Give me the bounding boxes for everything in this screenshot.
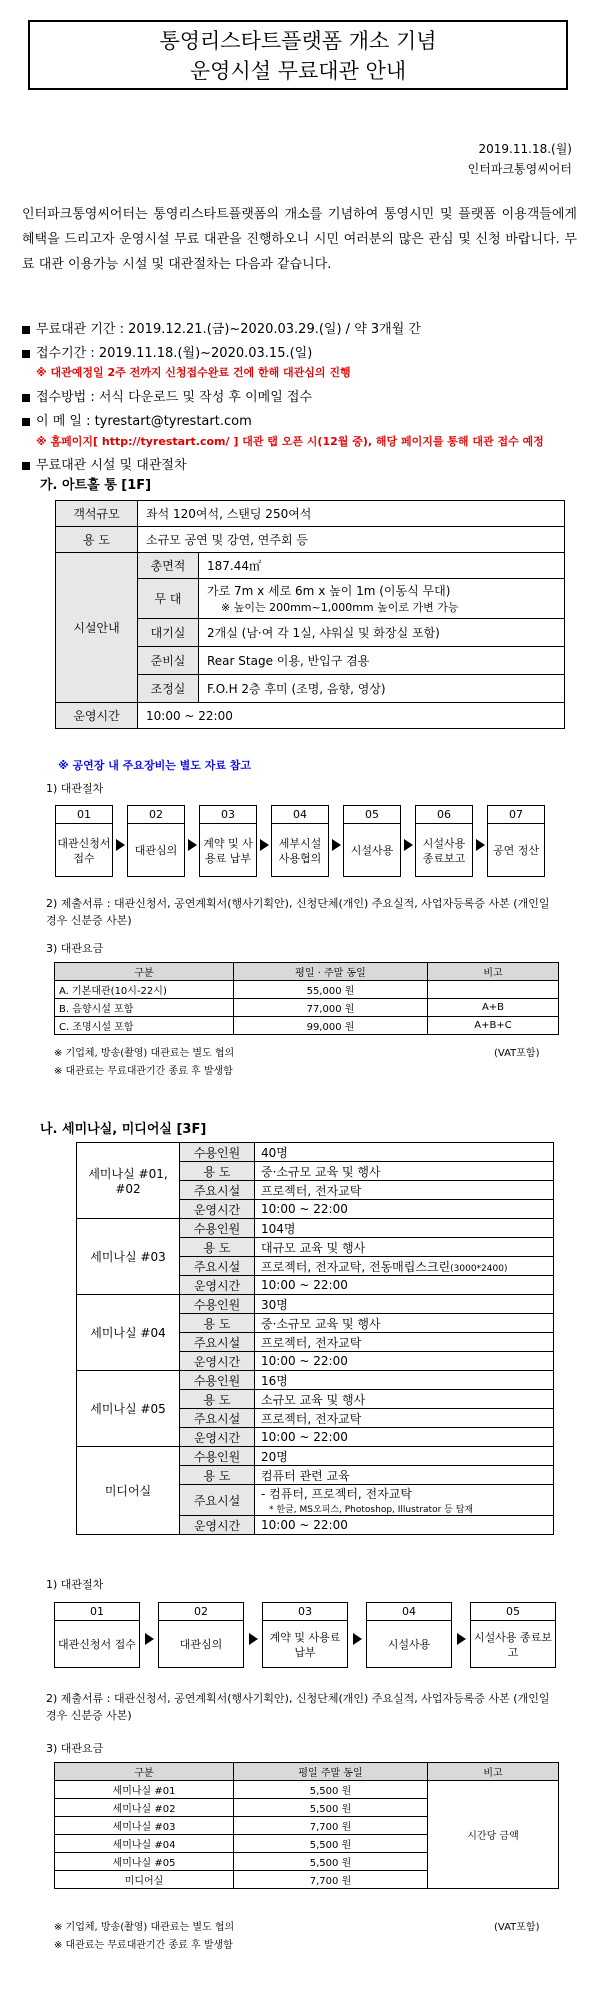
room-attr-text: 프로젝터, 전자교탁, 전동매립스크린 [261,1259,451,1274]
table-row: A. 기본대관(10시-22시) 55,000 원 [55,981,559,999]
a-docs: 2) 제출서류 : 대관신청서, 공연계획서(행사기획안), 신청단체(개인) 주요실적, 사업자등록증 사본 (개인일 경우 신분증 사본) [46,897,550,927]
room-attr-text: 10:00 ~ 22:00 [261,1202,348,1216]
b-proc-title: 1) 대관절차 [46,1578,104,1591]
fee-header-price: 평일 · 주말 동일 [234,963,428,981]
room-attr-text: 소규모 교육 및 행사 [261,1392,366,1407]
room-attr-label: 주요시설 [180,1485,255,1516]
fee-header-remark: 비고 [428,1763,559,1781]
prep-room-value: Rear Stage 이용, 반입구 겸용 [199,647,565,675]
square-bullet-icon [22,462,30,470]
room-attr-text: 16명 [261,1373,288,1388]
step-number: 06 [416,806,472,824]
room-attr-label: 용 도 [180,1390,255,1409]
control-room-label: 조정실 [138,675,199,703]
room-attr-label: 수용인원 [180,1447,255,1466]
procedure-step [199,805,257,877]
room-attr-label: 수용인원 [180,1143,255,1162]
room-attr-label: 주요시설 [180,1409,255,1428]
room-attr-text: 30명 [261,1297,288,1312]
step-label: 대관심의 [179,1638,223,1651]
room-attr-text: 10:00 ~ 22:00 [261,1354,348,1368]
facility-label: 시설안내 [56,553,138,703]
step-number: 03 [263,1603,347,1621]
step-number: 05 [471,1603,555,1621]
step-label: 계약 및 사용료 납부 [269,1630,341,1659]
b-fee-note2: ※ 대관료는 무료대관기간 종료 후 발생함 [54,1940,233,1951]
b-fee-note1: ※ 기업체, 방송(촬영) 대관료는 별도 협의 [54,1922,235,1933]
email-note: ※ 홈페이지[ http://tyrestart.com/ ] 대관 탭 오픈 시(12월 중), 해당 페이지를 통해 대관 접수 예정 [36,435,544,448]
step-label: 대관신청서 접수 [58,1638,136,1651]
step-label: 계약 및 사용료 납부 [203,836,253,865]
square-bullet-icon [22,394,30,402]
fee-room: 세미나실 #04 [55,1835,234,1853]
room-attr-text: 컴퓨터 관련 교육 [261,1468,350,1483]
fee-remark: 시간당 금액 [428,1781,559,1889]
prep-room-label: 준비실 [138,647,199,675]
room-attr-label: 운영시간 [180,1200,255,1219]
table-row: C. 조명시설 포함 99,000 원 A+B+C [55,1017,559,1035]
room-name: 세미나실 #03 [77,1219,180,1295]
room-attr-value [255,1371,554,1390]
room-attr-value [255,1333,554,1352]
b-docs: 2) 제출서류 : 대관신청서, 공연계획서(행사기획안), 신청단체(개인) 주요실적, 사업자등록증 사본 (개인일 경우 신분증 사본) [46,1692,550,1722]
procedure-step [487,805,545,877]
procedure-step [262,1602,348,1668]
step-number: 05 [344,806,400,824]
stage-cell [199,579,565,619]
fee-header-type: 구분 [55,1763,234,1781]
procedure-step [470,1602,556,1668]
square-bullet-icon [22,418,30,426]
bullet-method: 접수방법 : 서식 다운로드 및 작성 후 이메일 접수 [22,386,312,405]
table-row [77,1219,554,1238]
scale-label: 객석규모 [56,501,138,527]
fee-price: 5,500 원 [234,1853,428,1871]
organization: 인터파크통영씨어터 [467,162,572,176]
table-row [77,1447,554,1466]
room-attr-value [255,1181,554,1200]
room-attr-value [255,1295,554,1314]
room-attr-label: 운영시간 [180,1428,255,1447]
room-attr-text: 40명 [261,1145,288,1160]
procedure-step [366,1602,452,1668]
room-attr-value [255,1428,554,1447]
arrow-right-icon [404,839,413,851]
procedure-step [415,805,473,877]
stage-note: ※ 높이는 200mm~1,000mm 높이로 가변 가능 [221,601,459,614]
bullet-facility: 무료대관 시설 및 대관절차 [22,454,187,473]
room-attr-value [255,1143,554,1162]
use-value: 소규모 공연 및 강연, 연주회 등 [138,527,565,553]
table-row: B. 음향시설 포함 77,000 원 A+B [55,999,559,1017]
step-number: 03 [200,806,256,824]
waiting-room-label: 대기실 [138,619,199,647]
arrow-right-icon [145,1633,154,1645]
hours-label: 운영시간 [56,703,138,729]
intro-paragraph: 인터파크통영씨어터는 통영리스타트플랫폼의 개소를 기념하여 통영시민 및 플랫폼 이용객들에게 혜택을 드리고자 운영시설 무료 대관을 진행하오니 시민 여러분의 많은 관심 및 신청 바랍니다. 무료 대관 이용가능 시설 및 대관절차는 다음과 같습니다. [22,207,577,272]
step-label: 대관신청서 접수 [57,836,111,865]
room-name: 세미나실 #01, #02 [77,1143,180,1219]
room-attr-value [255,1466,554,1485]
title-line2: 운영시설 무료대관 안내 [189,59,407,83]
room-attr-text: 10:00 ~ 22:00 [261,1518,348,1532]
use-label: 용 도 [56,527,138,553]
b-vat: (VAT포함) [494,1922,540,1933]
hours-value: 10:00 ~ 22:00 [138,703,565,729]
procedure-step [158,1602,244,1668]
b-fee-table [54,1762,559,1889]
step-label: 대관심의 [134,844,178,857]
bullet-email: 이 메 일 : tyrestart@tyrestart.com [22,410,252,429]
room-attr-text: 104명 [261,1221,296,1236]
a-fee-note1: ※ 기업체, 방송(촬영) 대관료는 별도 협의 [54,1048,235,1059]
procedure-step [127,805,185,877]
room-attr-text: 10:00 ~ 22:00 [261,1430,348,1444]
room-attr-text: - 컴퓨터, 프로젝터, 전자교탁 [261,1487,412,1501]
room-attr-extra: * 한글, MS오피스, Photoshop, Illustrator 등 탑재 [269,1505,474,1515]
fee-price: 5,500 원 [234,1835,428,1853]
procedure-step [343,805,401,877]
a-fee-note2: ※ 대관료는 무료대관기간 종료 후 발생함 [54,1066,233,1077]
room-attr-value [255,1162,554,1181]
arrow-right-icon [249,1633,258,1645]
control-room-value: F.O.H 2층 후미 (조명, 음향, 영상) [199,675,565,703]
room-attr-text: 10:00 ~ 22:00 [261,1278,348,1292]
room-attr-text: 프로젝터, 전자교탁 [261,1411,362,1426]
waiting-room-value: 2개실 (남·여 각 1실, 샤워실 및 화장실 포함) [199,619,565,647]
fee-room: 세미나실 #01 [55,1781,234,1799]
area-label: 총면적 [138,553,199,579]
step-label: 시설사용 [387,1638,431,1651]
table-row [77,1295,554,1314]
fee-price: 5,500 원 [234,1799,428,1817]
room-attr-value [255,1200,554,1219]
a-fee-table [54,962,559,1035]
step-label: 공연 정산 [492,844,539,857]
room-attr-text: 대규모 교육 및 행사 [261,1240,366,1255]
step-number: 02 [159,1603,243,1621]
arrow-right-icon [457,1633,466,1645]
room-attr-text: 중·소규모 교육 및 행사 [261,1164,381,1179]
a-proc-title: 1) 대관절차 [46,782,104,795]
room-name: 세미나실 #05 [77,1371,180,1447]
room-attr-label: 수용인원 [180,1295,255,1314]
room-name: 미디어실 [77,1447,180,1535]
room-attr-value [255,1409,554,1428]
room-attr-value [255,1516,554,1535]
title-box [28,20,568,90]
room-attr-label: 용 도 [180,1466,255,1485]
room-attr-value [255,1390,554,1409]
fee-price: 7,700 원 [234,1817,428,1835]
b-fee-title: 3) 대관요금 [46,1742,104,1755]
bullet-period: 무료대관 기간 : 2019.12.21.(금)~2020.03.29.(일) / 약 3개월 간 [22,318,421,337]
bullet-apply: 접수기간 : 2019.11.18.(월)~2020.03.15.(일) [22,342,312,361]
fee-room: 세미나실 #02 [55,1799,234,1817]
room-attr-value [255,1257,554,1276]
room-attr-label: 운영시간 [180,1276,255,1295]
room-attr-label: 용 도 [180,1162,255,1181]
room-attr-text: 20명 [261,1449,288,1464]
area-value: 187.44㎡ [199,553,565,579]
fee-room: 세미나실 #05 [55,1853,234,1871]
room-attr-value [255,1238,554,1257]
room-attr-label: 용 도 [180,1314,255,1333]
room-attr-value [255,1276,554,1295]
arrow-right-icon [260,839,269,851]
room-attr-text: 프로젝터, 전자교탁 [261,1335,362,1350]
fee-price: 5,500 원 [234,1781,428,1799]
room-attr-value [255,1447,554,1466]
arrow-right-icon [476,839,485,851]
step-number: 04 [367,1603,451,1621]
room-attr-text: 프로젝터, 전자교탁 [261,1183,362,1198]
arrow-right-icon [353,1633,362,1645]
step-number: 01 [55,1603,139,1621]
step-label: 시설사용 [350,844,394,857]
step-label: 시설사용 종료보고 [474,1630,552,1659]
seminar-table [76,1142,554,1535]
room-attr-extra: (3000*2400) [450,1263,508,1274]
step-label: 시설사용 종료보고 [422,836,466,865]
arthall-table [55,500,565,729]
room-attr-label: 수용인원 [180,1371,255,1390]
table-row [77,1143,554,1162]
room-attr-label: 주요시설 [180,1181,255,1200]
procedure-step [54,1602,140,1668]
a-vat: (VAT포함) [494,1048,540,1059]
title-line1: 통영리스타트플랫폼 개소 기념 [159,29,437,53]
room-attr-value [255,1219,554,1238]
step-label: 세부시설 사용협의 [278,836,322,865]
room-attr-value [255,1352,554,1371]
equipment-note: ※ 공연장 내 주요장비는 별도 자료 참고 [58,759,252,772]
room-attr-label: 용 도 [180,1238,255,1257]
table-row [77,1371,554,1390]
room-attr-label: 주요시설 [180,1333,255,1352]
fee-room: 세미나실 #03 [55,1817,234,1835]
room-attr-text: 중·소규모 교육 및 행사 [261,1316,381,1331]
date: 2019.11.18.(월) [478,142,572,156]
fee-room: 미디어실 [55,1871,234,1889]
step-number: 01 [56,806,112,824]
square-bullet-icon [22,350,30,358]
step-number: 04 [272,806,328,824]
section-b-heading: 나. 세미나실, 미디어실 [3F] [40,1122,207,1137]
step-number: 02 [128,806,184,824]
room-attr-value [255,1314,554,1333]
room-attr-label: 운영시간 [180,1516,255,1535]
table-row [55,1781,559,1799]
arrow-right-icon [116,839,125,851]
fee-header-remark: 비고 [428,963,559,981]
fee-price: 7,700 원 [234,1871,428,1889]
a-fee-title: 3) 대관요금 [46,942,104,955]
room-attr-label: 수용인원 [180,1219,255,1238]
stage-value: 가로 7m x 세로 6m x 높이 1m (이동식 무대) [207,584,451,598]
arrow-right-icon [188,839,197,851]
procedure-step [55,805,113,877]
room-attr-label: 운영시간 [180,1352,255,1371]
scale-value: 좌석 120여석, 스탠딩 250여석 [138,501,565,527]
room-attr-value [255,1485,554,1516]
step-number: 07 [488,806,544,824]
square-bullet-icon [22,326,30,334]
section-a-heading: 가. 아트홀 통 [1F] [40,478,152,493]
apply-note: ※ 대관예정일 2주 전까지 신청접수완료 건에 한해 대관심의 진행 [36,366,351,379]
fee-header-price: 평일 주말 동일 [234,1763,428,1781]
procedure-step [271,805,329,877]
room-name: 세미나실 #04 [77,1295,180,1371]
stage-label: 무 대 [138,579,199,619]
fee-header-type: 구분 [55,963,234,981]
arrow-right-icon [332,839,341,851]
room-attr-label: 주요시설 [180,1257,255,1276]
